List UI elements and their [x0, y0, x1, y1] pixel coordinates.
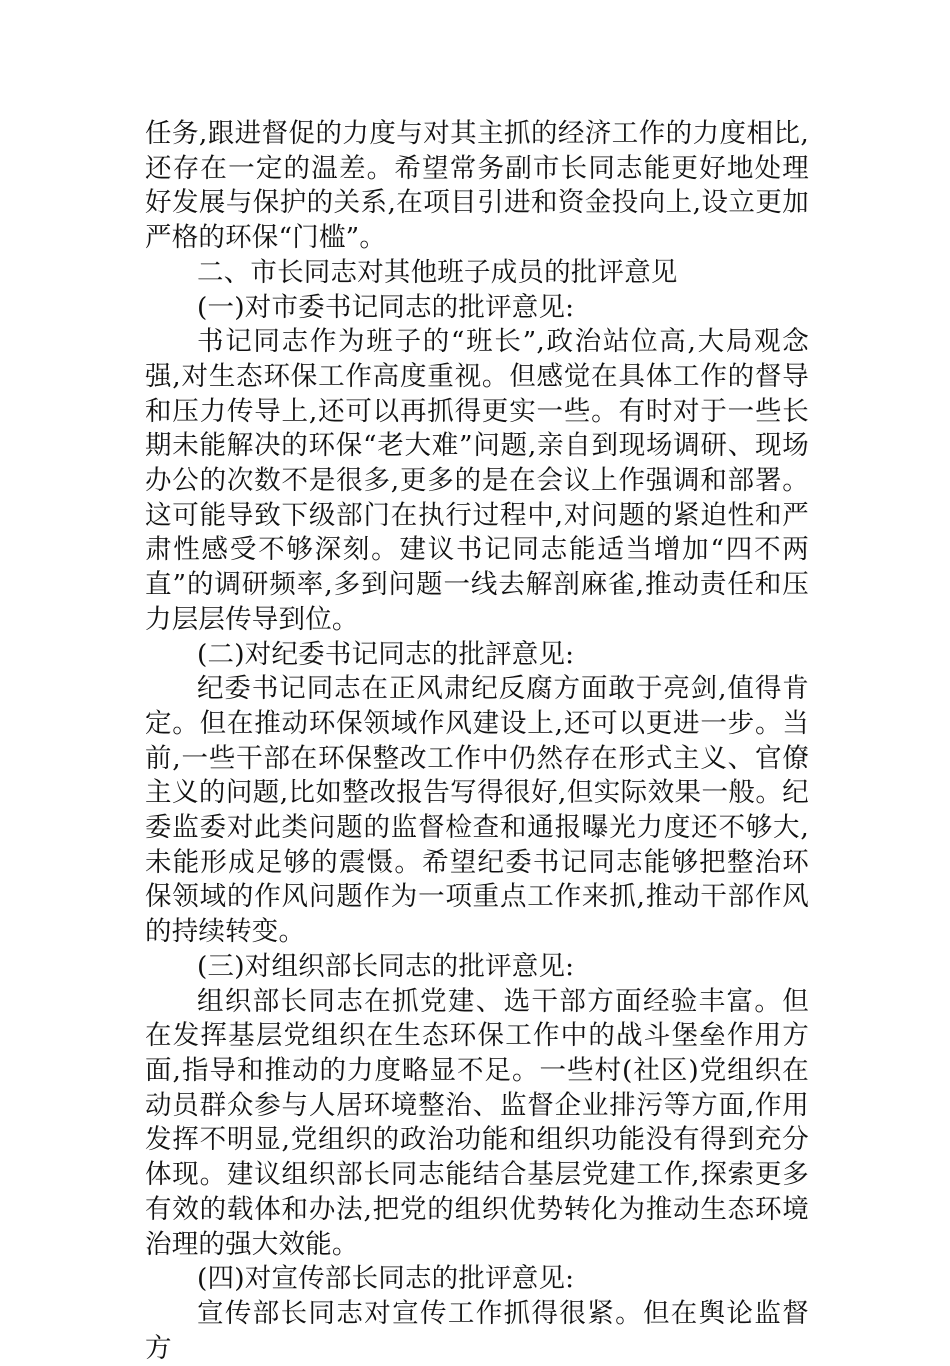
section-heading: 二、市长同志对其他班子成员的批评意见 [197, 256, 678, 288]
paragraph-continued: 任务,跟进督促的力度与对其主抓的经济工作的力度相比,还存在一定的温差。希望常务副市长同志能更好地处理好发展与保护的关系,在项目引进和资金投向上,设立更加严格的环保“门槛”。 [145, 118, 809, 254]
paragraph-organization: 组织部长同志在抓党建、选干部方面经验丰富。但在发挥基层党组织在生态环保工作中的战斗堡垒作用方面,指导和推动的力度略显不足。一些村(社区)党组织在动员群众参与人居环境整治、监督企业排污等方面,作用发挥不明显,党组织的政治功能和组织功能没有得到充分体现。建议组织部长同志能结合基层党建工作,探索更多有效的载体和办法,把党的组织优势转化为推动生态环境治理的强大效能。 [145, 985, 809, 1260]
paragraph-propaganda: 宣传部长同志对宣传工作抓得很紧。但在舆论监督方 [145, 1297, 809, 1364]
subsection-heading-2: (二)对纪委书记同志的批評意见: [197, 638, 575, 670]
subsection-heading-3: (三)对组织部长同志的批评意见: [197, 950, 575, 982]
paragraph-discipline: 纪委书记同志在正风肃纪反腐方面敢于亮剑,值得肯定。但在推动环保领域作风建设上,还可以更进一步。当前,一些干部在环保整改工作中仍然存在形式主义、官僚主义的问题,比如整改报告写得很好,但实际效果一般。纪委监委对此类问题的监督检查和通报曝光力度还不够大,未能形成足够的震慑。希望纪委书记同志能够把整治环保领域的作风问题作为一项重点工作来抓,推动干部作风的持续转变。 [145, 673, 809, 948]
subsection-heading-1: (一)对市委书记同志的批评意见: [197, 291, 575, 323]
document-page [145, 117, 809, 1366]
subsection-heading-4: (四)对宣传部长同志的批评意见: [197, 1263, 575, 1295]
paragraph-secretary: 书记同志作为班子的“班长”,政治站位高,大局观念强,对生态环保工作高度重视。但感觉在具体工作的督导和压力传导上,还可以再抓得更实一些。有时对于一些长期未能解决的环保“老大难”问题,亲自到现场调研、现场办公的次数不是很多,更多的是在会议上作强调和部署。这可能导致下级部门在执行过程中,对问题的紧迫性和严肃性感受不够深刻。建议书记同志能适当增加“四不两直”的调研频率,多到问题一线去解剖麻雀,推动责任和压力层层传导到位。 [145, 326, 809, 635]
